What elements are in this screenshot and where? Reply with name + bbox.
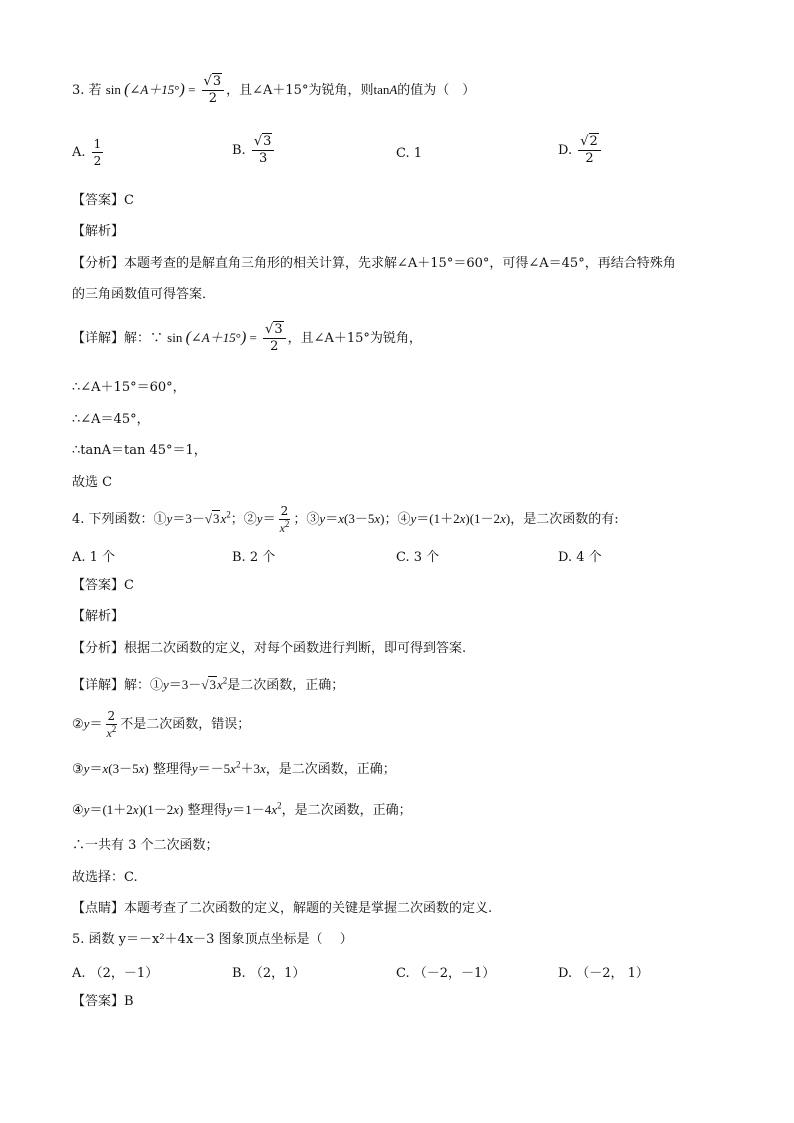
q3-fenxi-line2: 的三角函数值可得答案． [72, 287, 216, 302]
q4-answer: 【答案】C [72, 578, 134, 593]
q3-step2: ∴∠A＝45°， [72, 412, 150, 427]
q4-func-1: $y=3-√3x^2$ [166, 509, 231, 526]
q3-choose: 故选 C [72, 475, 113, 490]
q3-fraction-sqrt3-over-2: $\frac{√3}{2}$ [202, 74, 225, 107]
q4-xiangjie-line2: ②y＝ $\frac{2}{x^2}$ 不是二次函数，错误； [72, 709, 251, 740]
q4-total: ∴一共有 3 个二次函数； [72, 838, 219, 853]
q4-option-a: A. 1 个 [72, 550, 116, 565]
q3-answer: 【答案】C [72, 193, 134, 208]
q4-option-d: D. 4 个 [558, 550, 602, 565]
q4-choose: 故选择：C. [72, 870, 138, 885]
q5-option-b: B. （2，1） [232, 966, 306, 981]
q4-func-2: y＝ [256, 511, 276, 526]
q5-answer: 【答案】B [72, 994, 134, 1009]
q3-stem: 3. 若 sin (∠A＋15°) = $\frac{√3}{2}$ ，且∠A＋15°为锐角，则tanA的值为（ ） [72, 74, 476, 106]
q4-xiangjie-line4: ④y＝(1＋2x)(1－2x) 整理得$y=1-4x^2$，是二次函数，正确； [72, 800, 412, 818]
q3-step3: ∴tanA＝tan 45°＝1， [72, 443, 207, 458]
q3-option-b: B. $\frac{√3}{3}$ [232, 134, 276, 167]
q3-option-a: A. $\frac{1}{2}$ [72, 137, 102, 168]
q4-stem: 4. 下列函数：$①y=3-√3x^2$；②y＝ $\frac{2}{x^2}$ ；③y＝x(3－5x)；④y＝(1＋2x)(1－2x)，是二次函数的有: [72, 504, 619, 535]
q3-analysis-heading: 【解析】 [72, 224, 125, 239]
q5-option-c: C. （－2，－1） [396, 966, 496, 981]
q3-option-d: D. $\frac{√2}{2}$ [558, 134, 603, 167]
q3-step1: ∴∠A＋15°＝60°， [72, 380, 186, 395]
q3-xiangjie: 【详解】解：∵ sin (∠A＋15°) = $\frac{√3}{2}$ ，且∠A＋15°为锐角， [72, 322, 422, 354]
q3-tanA: tanA [373, 82, 398, 97]
q4-option-c: C. 3 个 [396, 550, 440, 565]
q3-fenxi-line1: 【分析】本题考查的是解直角三角形的相关计算，先求解∠A＋15°＝60°，可得∠A＝45°，再结合特殊角 [72, 256, 676, 271]
q4-xiangjie-line3: ③y＝x(3－5x) 整理得$y=-5x^2+3x$，是二次函数，正确； [72, 759, 396, 777]
q5-stem: 5. 函数 y＝－x²＋4x－3 图象顶点坐标是（ ） [72, 932, 353, 947]
q3-sin-expr: sin (∠A＋15°) = [105, 81, 196, 98]
q4-dianjing: 【点睛】本题考查了二次函数的定义，解题的关键是掌握二次函数的定义. [72, 901, 493, 916]
q3-option-c: C. 1 [396, 146, 423, 161]
q5-option-d: D. （－2， 1） [558, 966, 649, 981]
q4-fenxi: 【分析】根据二次函数的定义，对每个函数进行判断，即可得到答案. [72, 641, 467, 656]
q4-analysis-heading: 【解析】 [72, 609, 125, 624]
q4-xiangjie-line1: 【详解】解：$①y=3-√3x^2$是二次函数，正确； [72, 675, 345, 693]
q4-option-b: B. 2 个 [232, 550, 276, 565]
q5-option-a: A. （2，－1） [72, 966, 159, 981]
q4-func-3: y＝x(3－5x) [319, 511, 385, 526]
q4-func-4: y＝(1＋2x)(1－2x) [410, 511, 511, 526]
